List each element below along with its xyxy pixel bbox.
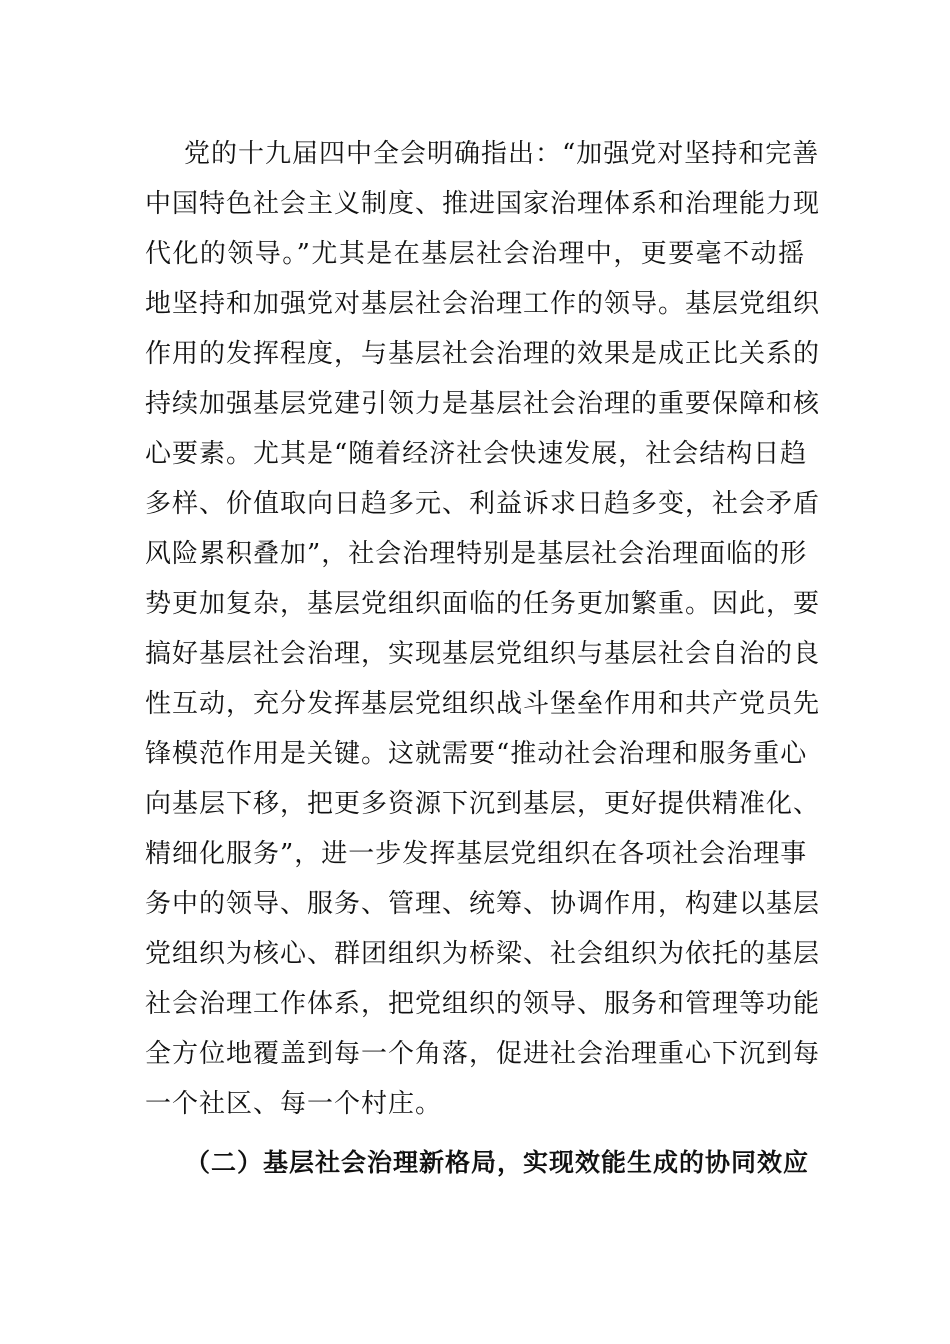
paragraph-line: 搞好基层社会治理，实现基层党组织与基层社会自治的良 [145,639,821,669]
paragraph-line: 中国特色社会主义制度、推进国家治理体系和治理能力现 [145,189,821,219]
paragraph-line: 风险累积叠加”，社会治理特别是基层社会治理面临的形 [145,539,808,569]
paragraph-line: 社会治理工作体系，把党组织的领导、服务和管理等功能 [145,989,821,1019]
paragraph-line: 势更加复杂，基层党组织面临的任务更加繁重。因此，要 [145,589,821,619]
paragraph-line: 党组织为核心、群团组织为桥梁、社会组织为依托的基层 [145,939,821,969]
paragraph-line: 作用的发挥程度，与基层社会治理的效果是成正比关系的 [145,339,821,369]
paragraph-line: 向基层下移，把更多资源下沉到基层，更好提供精准化、 [145,789,821,819]
paragraph-line: 地坚持和加强党对基层社会治理工作的领导。基层党组织 [145,289,821,319]
paragraph-line: 党的十九届四中全会明确指出：“加强党对坚持和完善 [184,139,820,169]
paragraph-line: 持续加强基层党建引领力是基层社会治理的重要保障和核 [145,389,821,419]
paragraph-line: 全方位地覆盖到每一个角落，促进社会治理重心下沉到每 [145,1039,821,1069]
paragraph-line: 心要素。尤其是“随着经济社会快速发展，社会结构日趋 [145,439,808,469]
paragraph-line: 代化的领导。”尤其是在基层社会治理中，更要毫不动摇 [145,239,805,269]
paragraph-line: 精细化服务”，进一步发挥基层党组织在各项社会治理事 [145,839,808,869]
paragraph-line: 性互动，充分发挥基层党组织战斗堡垒作用和共产党员先 [145,689,821,719]
section-heading: （二）基层社会治理新格局，实现效能生成的协同效应 [185,1148,810,1177]
paragraph-line: 多样、价值取向日趋多元、利益诉求日趋多变，社会矛盾 [145,489,821,519]
paragraph-line: 一个社区、每一个村庄。 [145,1089,443,1119]
paragraph-line: 锋模范作用是关键。这就需要“推动社会治理和服务重心 [145,739,808,769]
paragraph-line: 务中的领导、服务、管理、统筹、协调作用，构建以基层 [145,889,821,919]
